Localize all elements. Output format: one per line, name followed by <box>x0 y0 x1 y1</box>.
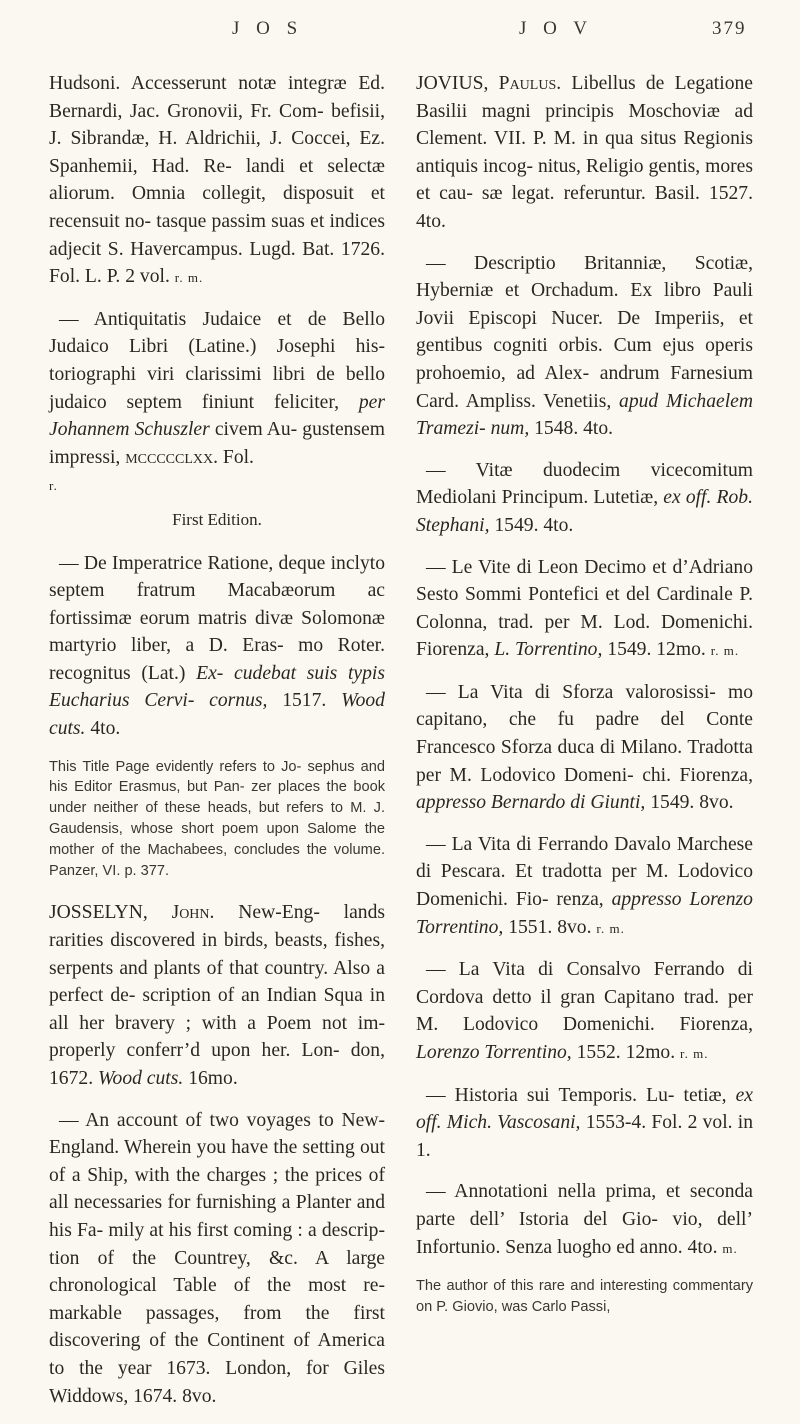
provenance-mark: r. m. <box>174 270 204 286</box>
entry-historia-sui-temporis: — Historia sui Temporis. Lu- tetiæ, ex off. Mich. Vascosani, 1553-4. Fol. 2 vol. in 1. <box>416 1084 754 1161</box>
footnote-panzer: This Title Page evidently refers to Jo- sephus and his Editor Erasmus, but Pan- zer places the book under neither of these heads, but refers to M. J. Gaudensis, whose short poem upon Salome the mother of the Machabees, concludes the volume. Panzer, VI. p. 377. <box>49 758 385 879</box>
provenance-mark: r. m. <box>680 1046 709 1061</box>
provenance-mark: m. <box>722 1240 738 1256</box>
right-column <box>416 70 753 1336</box>
running-header <box>0 18 800 48</box>
author-name: JOVIUS, <box>416 73 489 94</box>
entry-descriptio-britanniae: — Descriptio Britanniæ, Scotiæ, Hyberniæ et Orchadum. Ex libro Pauli Jovii Episcopi Nucer. De Imperiis, et gentibus cogniti orbis. Cum ejus operis prohoemio, ad Alex- andrum Farnesium Card. Ampliss. Venetiis, apud Michaelem Tramezi- num, 1548. 4to. <box>416 252 753 440</box>
entry-vita-davalo: — La Vita di Ferrando Davalo Marchese di Pescara. Et tradotta per M. Lodovico Domenichi. Fio- renza, appresso Lorenzo Torrentino, 1551. 8vo. r. m. <box>416 833 753 938</box>
provenance-mark: r. m. <box>596 920 625 936</box>
first-edition-note: First Edition. <box>172 509 262 529</box>
entry-jovius-libellus: JOVIUS, Paulus. Libellus de Legatione Basilii magni principis Moschoviæ ad Clement. VII. P. M. in qua situs Regionis antiquis incog- nitus, Religio gentis, mores et cau- sæ legat. referuntur. Basil. 1527. 4to. <box>416 73 753 232</box>
entry-vita-sforza: — La Vita di Sforza valorosissi- mo capitano, che fu padre del Conte Francesco Sforza duca di Milano. Tradotta per M. Lodovico Domeni- chi. Fiorenza, appresso Bernardo di Giunti, 1549. 8vo. <box>416 681 753 814</box>
left-running-head: J O S <box>232 18 304 39</box>
provenance-mark: r. <box>49 478 58 494</box>
entry-vitae-duodecim: — Vitæ duodecim vicecomitum Mediolani Principum. Lutetiæ, ex off. Rob. Stephani, 1549. 4to. <box>416 459 754 536</box>
entry-annotationi: — Annotationi nella prima, et seconda parte dell’ Istoria del Gio- vio, dell’ Infortunio. Senza luogho ed anno. 4to. m. <box>416 1181 753 1258</box>
right-running-head: J O V <box>519 18 593 39</box>
entry-antiquitatis: — Antiquitatis Judaice et de Bello Judaico Libri (Latine.) Josephi his- toriographi viri clarissimi libri de bello judaico septem finiunt feliciter, per Johannem Schuszler civem Au- gustensem impressi, mccccclxx. Fol. r. <box>49 308 385 494</box>
entry-vita-consalvo: — La Vita di Consalvo Ferrando di Cordova detto il gran Capitano trad. per M. Lodovico Domenichi. Fiorenza, Lorenzo Torrentino, 1552. 12mo. r. m. <box>416 959 753 1063</box>
entry-le-vite: — Le Vite di Leon Decimo et d’Adriano Sesto Sommi Pontefici et del Cardinale P. Colonna, trad. per M. Lod. Domenichi. Fiorenza, L. Torrentino, 1549. 12mo. r. m. <box>416 556 753 661</box>
entry-josselyn: JOSSELYN, John. New-Eng- lands rarities discovered in birds, beasts, fishes, serpents and plants of that country. Also a perfect de- scription of an Indian Squa in all her bravery ; with a Poem not im- properly conferr’d upon her. Lon- don, 1672. Wood cuts. 16mo. <box>49 902 386 1089</box>
provenance-mark: r. m. <box>710 643 740 659</box>
author-name: JOSSELYN, <box>49 902 148 924</box>
entry-josephus-havercamp: Hudsoni. Accesserunt notæ integræ Ed. Bernardi, Jac. Gronovii, Fr. Com- befisii, J. Sibrandæ, H. Aldrichii, J. Coccei, Ez. Spanhemii, Had. Re- landi et selectæ aliorum. Omnia collegit, disposuit et recensuit no- tasque passim suas et indices adjecit S. Havercampus. Lugd. Bat. 1726. Fol. L. P. 2 vol. r. m. <box>49 73 385 288</box>
page-number: 379 <box>712 18 747 39</box>
footnote-passi: The author of this rare and interesting commentary on P. Giovio, was Carlo Passi, <box>416 1278 753 1315</box>
left-column <box>49 70 385 1424</box>
entry-two-voyages: — An account of two voyages to New-England. Wherein you have the setting out of a Ship, with the charges ; the prices of all necessaries for furnishing a Planter and his Fa- mily at his first coming : a descrip- tion of the Countrey, &c. A large chronological Table of the most re- markable passages, from the first discovering of the Continent of America to the year 1673. London, for Giles Widdows, 1674. 8vo. <box>49 1109 385 1407</box>
entry-de-imperatrice: — De Imperatrice Ratione, deque inclyto septem fratrum Macabæorum ac fortissimæ eorum matris divæ Solomonæ martyrio liber, a D. Eras- mo Roter. recognitus (Lat.) Ex- cudebat suis typis Eucharius Cervi- cornus, 1517. Wood cuts. 4to. <box>49 552 385 740</box>
